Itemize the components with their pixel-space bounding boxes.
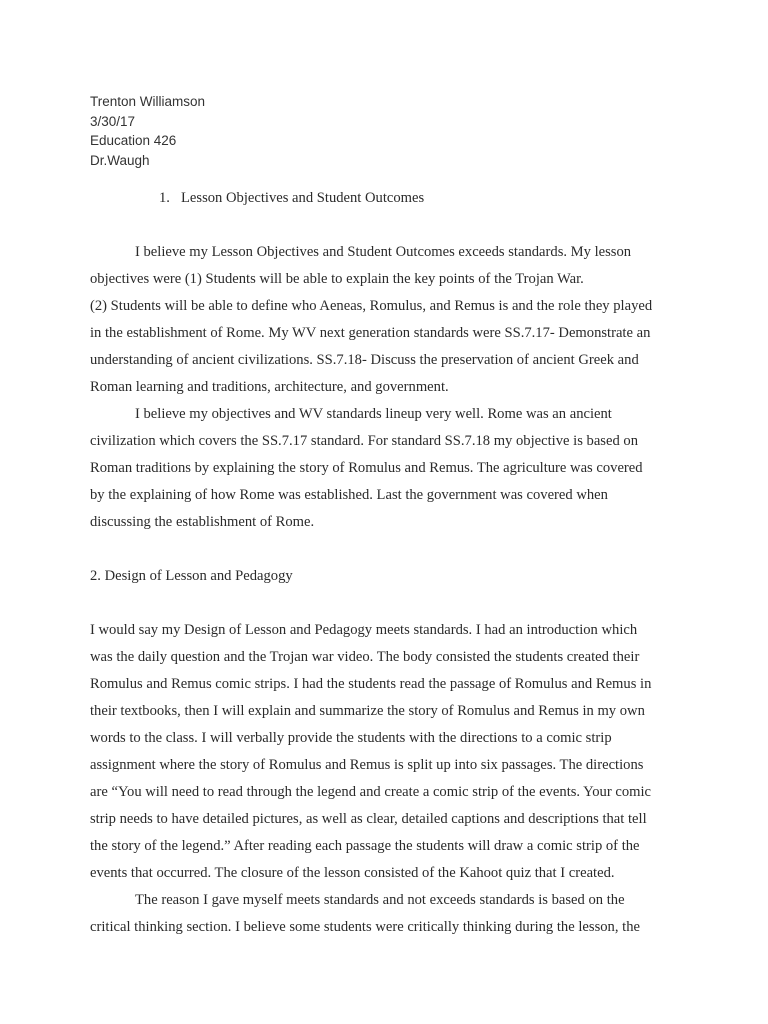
paragraph-line: I believe my Lesson Objectives and Student Outcomes exceeds standards. My lesson bbox=[135, 244, 632, 260]
section-1-title: Lesson Objectives and Student Outcomes bbox=[181, 190, 425, 206]
section-1-paragraph-1 bbox=[90, 239, 670, 401]
section-2-paragraph-2 bbox=[90, 887, 670, 941]
paragraph-line: discussing the establishment of Rome. bbox=[90, 514, 315, 530]
document-body bbox=[90, 185, 670, 941]
instructor-name: Dr.Waugh bbox=[90, 152, 150, 168]
paragraph-line: Romulus and Remus comic strips. I had the students read the passage of Romulus and Remus in bbox=[90, 676, 652, 692]
section-2-heading: 2. Design of Lesson and Pedagogy bbox=[90, 568, 293, 584]
paragraph-line: words to the class. I will verbally provide the students with the directions to a comic strip bbox=[90, 730, 612, 746]
course-name: Education 426 bbox=[90, 133, 177, 148]
section-1-heading bbox=[90, 185, 670, 212]
document-date: 3/30/17 bbox=[90, 113, 136, 129]
section-2-paragraph-1 bbox=[90, 617, 670, 887]
paragraph-line: by the explaining of how Rome was established. Last the government was covered when bbox=[90, 487, 608, 503]
paragraph-line: their textbooks, then I will explain and summarize the story of Romulus and Remus in my own bbox=[90, 703, 645, 719]
paragraph-line: I would say my Design of Lesson and Pedagogy meets standards. I had an introduction which bbox=[90, 622, 638, 638]
paragraph-line: critical thinking section. I believe some students were critically thinking during the lesson, the bbox=[90, 919, 640, 935]
section-1-number: 1. bbox=[159, 190, 170, 206]
paragraph-line: Roman traditions by explaining the story of Romulus and Remus. The agriculture was covered bbox=[90, 460, 643, 476]
paragraph-line: understanding of ancient civilizations. SS.7.18- Discuss the preservation of ancient Greek and bbox=[90, 352, 639, 368]
paragraph-line: in the establishment of Rome. My WV next generation standards were SS.7.17- Demonstrate an bbox=[90, 325, 651, 341]
paragraph-line: (2) Students will be able to define who Aeneas, Romulus, and Remus is and the role they played bbox=[90, 298, 653, 314]
paragraph-line: I believe my objectives and WV standards lineup very well. Rome was an ancient bbox=[135, 406, 612, 422]
paragraph-line: events that occurred. The closure of the lesson consisted of the Kahoot quiz that I created. bbox=[90, 865, 615, 881]
section-1-paragraph-2 bbox=[90, 401, 670, 536]
paragraph-line: was the daily question and the Trojan war video. The body consisted the students created their bbox=[90, 649, 640, 665]
paragraph-line: The reason I gave myself meets standards and not exceeds standards is based on the bbox=[135, 892, 625, 908]
author-name: Trenton Williamson bbox=[90, 94, 206, 109]
paragraph-line: Roman learning and traditions, architecture, and government. bbox=[90, 379, 449, 395]
paragraph-line: strip needs to have detailed pictures, as well as clear, detailed captions and descriptions that tell bbox=[90, 811, 647, 827]
paragraph-line: objectives were (1) Students will be able to explain the key points of the Trojan War. bbox=[90, 271, 584, 287]
paragraph-line: assignment where the story of Romulus and Remus is split up into six passages. The directions bbox=[90, 757, 644, 773]
paragraph-line: civilization which covers the SS.7.17 standard. For standard SS.7.18 my objective is based on bbox=[90, 433, 638, 449]
paragraph-line: are “You will need to read through the legend and create a comic strip of the events. Your comic bbox=[90, 784, 652, 800]
document-header bbox=[90, 92, 205, 170]
paragraph-line: the story of the legend.” After reading each passage the students will draw a comic strip of the bbox=[90, 838, 640, 854]
